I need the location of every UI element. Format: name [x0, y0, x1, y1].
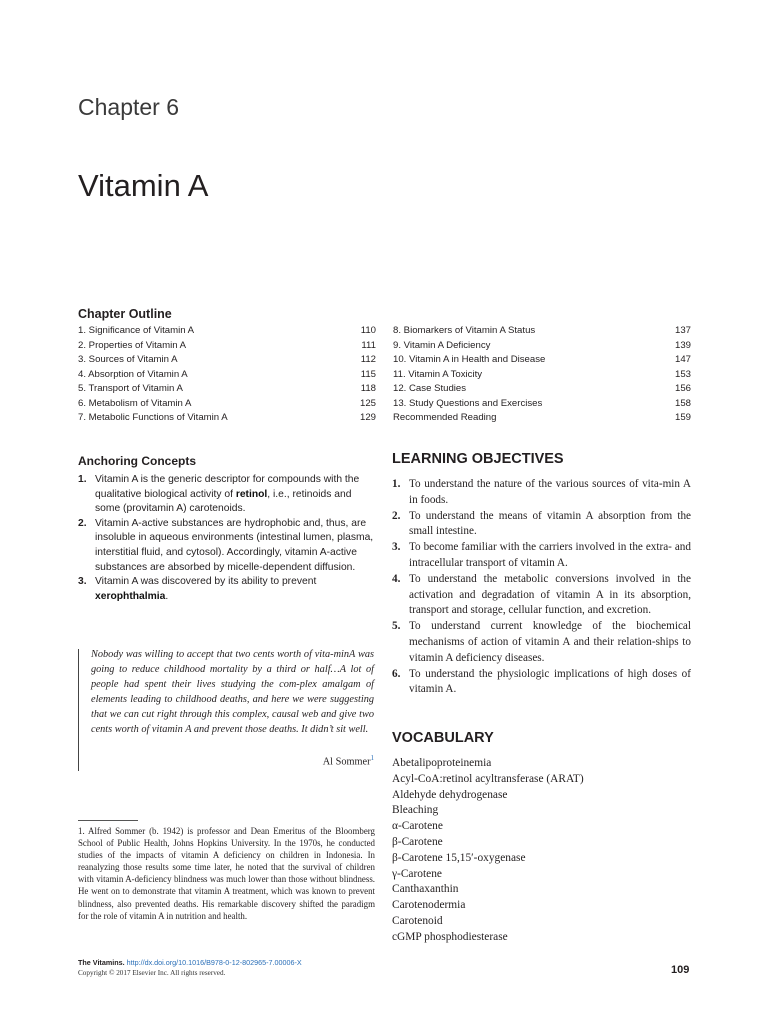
outline-entry[interactable] [393, 353, 691, 368]
item-number: 2. [392, 509, 401, 522]
chapter-outline-heading: Chapter Outline [78, 307, 172, 321]
learning-objective-item [392, 540, 691, 572]
learning-objective-text: To understand the metabolic conversions involved in the activation and degradation of vitamin A in its absorption, transport and storage, cellular function, and excretion. [409, 572, 691, 617]
vocabulary-term: Aldehyde dehydrogenase [392, 788, 508, 801]
outline-entry-page: 125 [359, 397, 376, 409]
text-segment: Vitamin A was discovered by its ability to prevent [95, 576, 317, 588]
outline-entry-title: 11. Vitamin A Toxicity [393, 368, 483, 380]
item-number: 4. [392, 572, 401, 585]
quote-author-name: Al Sommer [322, 756, 371, 768]
vocabulary-term: Abetalipoproteinemia [392, 757, 492, 769]
copyright: Copyright © 2017 Elsevier Inc. All rights reserved. [78, 969, 226, 977]
outline-entry[interactable] [393, 368, 691, 383]
item-number: 3. [392, 541, 401, 554]
vocabulary-term: Acyl-CoA:retinol acyltransferase (ARAT) [392, 772, 584, 785]
outline-entry-title: 3. Sources of Vitamin A [78, 354, 178, 365]
journal-title: The Vitamins. [78, 958, 125, 967]
anchoring-concept-text [95, 575, 378, 604]
anchoring-concept-text [95, 473, 378, 517]
outline-entry-title: 5. Transport of Vitamin A [78, 383, 183, 394]
learning-objective-text: To understand the means of vitamin A absorption from the small intestine. [409, 509, 691, 538]
outline-entry-title: 6. Metabolism of Vitamin A [78, 397, 192, 409]
quote-text: Nobody was willing to accept that two cents worth of vita-minA was going to reduce childhood mortality by a third or half…A lot of people had spent their lives studying the com-plex amalgam of elements leading to childhood deaths, and here we were suggesting that we can cut right through this complex, causal web and give two cents worth of vitamin A and prevent those deaths. It didn’t sit well. [91, 649, 374, 735]
outline-entry[interactable] [393, 339, 691, 354]
outline-entry-title: 7. Metabolic Functions of Vitamin A [78, 412, 228, 423]
quote-author [323, 754, 374, 767]
learning-objective-item [392, 509, 691, 541]
outline-entry[interactable] [393, 324, 691, 339]
footnote-rule [78, 820, 138, 821]
footer-citation [78, 958, 302, 967]
key-term: xerophthalmia [95, 590, 166, 602]
outline-entry-page: 158 [674, 397, 691, 409]
learning-objective-text: To understand the nature of the various sources of vita-min A in foods. [409, 478, 691, 506]
text-segment: . [165, 590, 169, 602]
chapter-label: Chapter 6 [78, 94, 180, 120]
vocabulary-term: γ-Carotene [392, 867, 442, 880]
doi-link[interactable]: http://dx.doi.org/10.1016/B978-0-12-802965-7.00006-X [126, 958, 302, 967]
anchoring-concepts-list [78, 473, 378, 604]
chapter-outline-left-column [78, 324, 376, 426]
text-segment: Vitamin A-active substances are hydrophobic and, thus, are insoluble in aqueous environments (intestinal lumen, plasma, interstitial fluid, and cytosol). Accordingly, vitamin A-active substances are absorbed by micelle-dependent diffusion. [95, 517, 374, 573]
anchoring-concept-item [78, 517, 378, 575]
vocabulary-heading: VOCABULARY [392, 730, 494, 746]
item-number: 6. [392, 667, 401, 680]
vocabulary-term: α-Carotene [392, 820, 443, 833]
anchoring-concept-text [95, 517, 378, 575]
learning-objective-text: To become familiar with the carriers involved in the extra- and intracellular transport of vitamin A. [409, 541, 691, 569]
vocabulary-term: cGMP phosphodiesterase [392, 930, 508, 943]
chapter-title: Vitamin A [78, 168, 209, 203]
outline-entry-title: 9. Vitamin A Deficiency [393, 339, 491, 351]
outline-entry-page: 147 [674, 354, 691, 365]
vocabulary-term: β-Carotene 15,15′-oxygenase [392, 851, 526, 864]
outline-entry[interactable] [78, 411, 376, 426]
epigraph-quote [78, 647, 374, 773]
item-number: 5. [392, 620, 401, 633]
quote-rule [78, 649, 79, 771]
outline-entry-page: 137 [674, 325, 691, 336]
outline-entry-title: 4. Absorption of Vitamin A [78, 368, 188, 380]
learning-objective-item [392, 619, 691, 666]
outline-entry-title: 8. Biomarkers of Vitamin A Status [393, 325, 536, 336]
outline-entry[interactable] [393, 397, 691, 412]
item-number: 1. [392, 478, 401, 490]
learning-objectives-list [392, 477, 691, 698]
key-term: retinol [235, 488, 268, 500]
outline-entry-page: 139 [674, 339, 691, 351]
outline-entry[interactable] [393, 382, 691, 397]
item-number: 3. [78, 576, 87, 588]
outline-entry-title: 10. Vitamin A in Health and Disease [393, 354, 546, 365]
outline-entry[interactable] [78, 368, 376, 383]
text-segment: Vitamin A is the generic descriptor for compounds with the qualitative biological activity of [95, 474, 360, 500]
outline-entry-page: 112 [360, 354, 376, 365]
learning-objective-item [392, 477, 691, 509]
vocabulary-term: Canthaxanthin [392, 883, 459, 896]
outline-entry-title: 13. Study Questions and Exercises [393, 397, 543, 409]
vocabulary-list [392, 756, 584, 946]
outline-entry[interactable] [78, 353, 376, 368]
chapter-outline-right-column [393, 324, 691, 426]
outline-entry-title: 2. Properties of Vitamin A [78, 339, 187, 351]
outline-entry-title: Recommended Reading [393, 412, 497, 423]
anchoring-concepts-heading: Anchoring Concepts [78, 454, 197, 468]
outline-entry[interactable] [78, 339, 376, 354]
footnote-ref-link[interactable]: 1 [370, 754, 374, 762]
item-number: 1. [78, 474, 87, 485]
outline-entry[interactable] [78, 397, 376, 412]
outline-entry-title: 12. Case Studies [393, 383, 467, 394]
vocabulary-term: β-Carotene [392, 835, 443, 848]
page-number: 109 [671, 964, 690, 976]
learning-objective-item [392, 572, 691, 619]
learning-objective-item [392, 667, 691, 699]
outline-entry[interactable] [393, 411, 691, 426]
outline-entry-page: 159 [674, 412, 691, 423]
learning-objective-text: To understand the physiologic implications of high doses of vitamin A. [409, 667, 691, 696]
anchoring-concept-item [78, 473, 378, 517]
anchoring-concept-item [78, 575, 378, 604]
outline-entry[interactable] [78, 324, 376, 339]
learning-objectives-heading: LEARNING OBJECTIVES [392, 451, 564, 467]
vocabulary-term: Carotenoid [392, 914, 443, 927]
outline-entry-page: 111 [361, 339, 376, 351]
outline-entry-page: 156 [674, 383, 691, 394]
outline-entry-page: 110 [360, 325, 376, 336]
learning-objective-text: To understand current knowledge of the biochemical mechanisms of action of vitamin A and their relation-ships to vitamin A deficiency diseases. [409, 620, 691, 664]
item-number: 2. [78, 517, 87, 529]
outline-entry-page: 129 [359, 412, 376, 423]
vocabulary-term: Bleaching [392, 804, 439, 817]
outline-entry-page: 118 [360, 383, 376, 394]
vocabulary-term: Carotenodermia [392, 899, 466, 912]
text-segment: , i.e., retinoids and some (provitamin A) carotenoids. [95, 488, 352, 515]
outline-entry-title: 1. Significance of Vitamin A [78, 325, 195, 336]
footnote: 1. Alfred Sommer (b. 1942) is professor and Dean Emeritus of the Bloomberg School of Public Health, Johns Hopkins University. In the 1970s, he conducted studies of the impacts of vitamin A deficiency on children in Indonesia. In reanalyzing those results some time later, he noted that the survival of children with vitamin A-deficiency blindness was much lower than those without blindness. He went on to demonstrate that vitamin A treatment, which was known to prevent blindness, also prevented deaths. His remarkable discovery shifted the paradigm for the role of vitamin A in nutrition and health. [78, 826, 375, 921]
outline-entry[interactable] [78, 382, 376, 397]
outline-entry-page: 153 [674, 368, 691, 380]
outline-entry-page: 115 [360, 368, 376, 380]
